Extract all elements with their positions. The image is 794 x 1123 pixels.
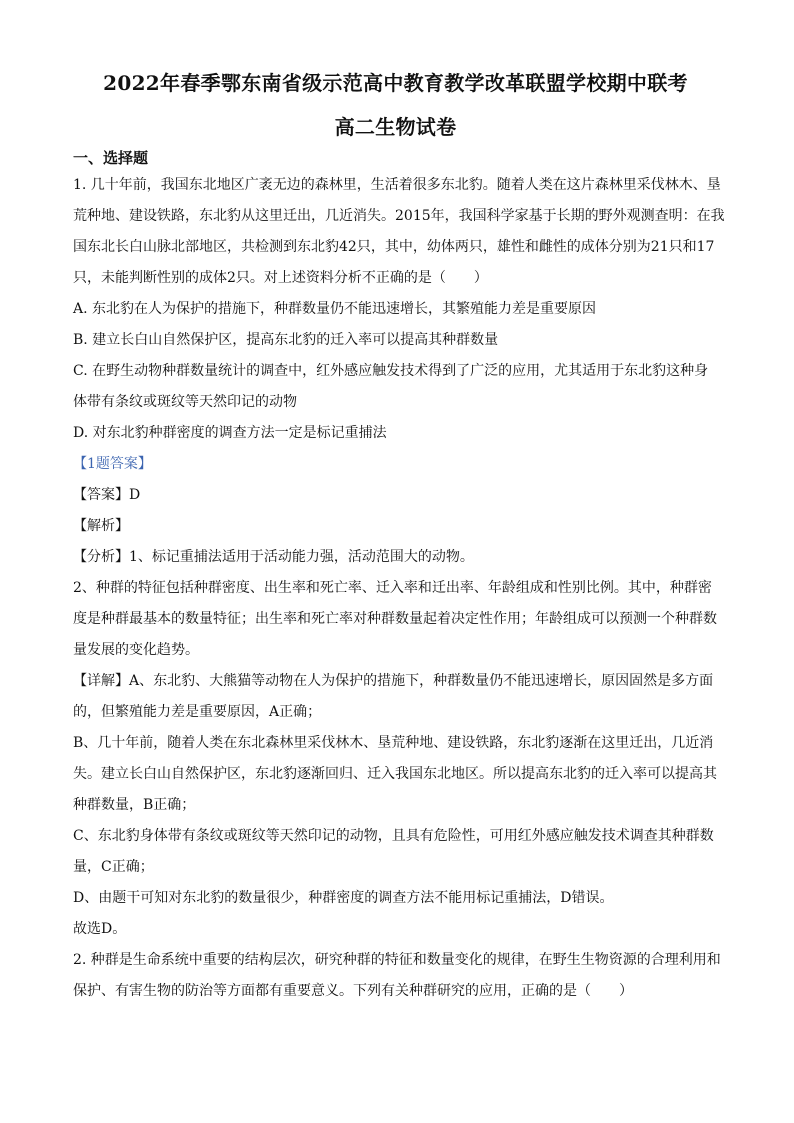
analysis-line: 【分析】1、标记重捕法适用于活动能力强，活动范围大的动物。 — [73, 549, 474, 565]
analysis-line: 量发展的变化趋势。 — [73, 642, 199, 658]
analysis-line: 种群数量，B正确； — [73, 797, 196, 813]
question-stem-line: 国东北长白山脉北部地区，共检测到东北豹42只，其中，幼体两只，雄性和雌性的成体分别为21只和17 — [73, 239, 715, 255]
option-c: C. 在野生动物种群数量统计的调查中，红外感应触发技术得到了广泛的应用，尤其适用于东北豹这种身 — [73, 363, 709, 379]
exam-subtitle: 高二生物试卷 — [334, 115, 457, 139]
analysis-line: B、几十年前，随着人类在东北森林里采伐林木、垦荒种地、建设铁路，东北豹逐渐在这里迁出，几近消 — [73, 735, 714, 751]
analysis-line: 2、种群的特征包括种群密度、出生率和死亡率、迁入率和迁出率、年龄组成和性别比例。其中，种群密 — [73, 580, 712, 596]
analysis-line: 【详解】A、东北豹、大熊猫等动物在人为保护的措施下，种群数量仍不能迅速增长，原因固然是多方面 — [73, 673, 714, 689]
question-stem-line: 1. 几十年前，我国东北地区广袤无边的森林里，生活着很多东北豹。随着人类在这片森林里采伐林木、垦 — [73, 177, 721, 193]
analysis-conclusion: 故选D。 — [73, 921, 127, 937]
analysis-line: 的，但繁殖能力差是重要原因，A正确； — [73, 704, 322, 720]
analysis-line: 度是种群最基本的数量特征；出生率和死亡率对种群数量起着决定性作用；年龄组成可以预测一个种群数 — [73, 611, 717, 627]
question-1 — [73, 170, 725, 945]
section-heading: 一、选择题 — [73, 149, 149, 167]
option-c-continued: 体带有条纹或斑纹等天然印记的动物 — [73, 394, 297, 410]
exam-title: 2022年春季鄂东南省级示范高中教育教学改革联盟学校期中联考 — [103, 71, 688, 95]
question-2 — [73, 945, 721, 1007]
analysis-line: D、由题干可知对东北豹的数量很少，种群密度的调查方法不能用标记重捕法，D错误。 — [73, 890, 614, 906]
answer-line: 【答案】D — [73, 487, 141, 503]
option-b: B. 建立长白山自然保护区，提高东北豹的迁入率可以提高其种群数量 — [73, 332, 499, 348]
analysis-line: 量，C正确； — [73, 859, 154, 875]
analysis-heading: 【解析】 — [73, 518, 129, 534]
question-stem-line: 荒种地、建设铁路，东北豹从这里迁出，几近消失。2015年，我国科学家基于长期的野外观测查明：在我 — [73, 208, 725, 224]
analysis-line: C、东北豹身体带有条纹或斑纹等天然印记的动物，且具有危险性，可用红外感应触发技术调查其种群数 — [73, 828, 714, 844]
question-stem-line: 只，未能判断性别的成体2只。对上述资料分析不正确的是（ ） — [73, 270, 488, 286]
option-d: D. 对东北豹种群密度的调查方法一定是标记重捕法 — [73, 425, 387, 441]
answer-heading: 【1题答案】 — [73, 456, 152, 472]
analysis-line: 失。建立长白山自然保护区，东北豹逐渐回归、迁入我国东北地区。所以提高东北豹的迁入率可以提高其 — [73, 766, 717, 782]
question-stem-line: 2. 种群是生命系统中重要的结构层次，研究种群的特征和数量变化的规律，在野生生物资源的合理利用和 — [73, 952, 721, 968]
question-stem-line: 保护、有害生物的防治等方面都有重要意义。下列有关种群研究的应用，正确的是（ ） — [73, 983, 633, 999]
option-a: A. 东北豹在人为保护的措施下，种群数量仍不能迅速增长，其繁殖能力差是重要原因 — [73, 301, 597, 317]
